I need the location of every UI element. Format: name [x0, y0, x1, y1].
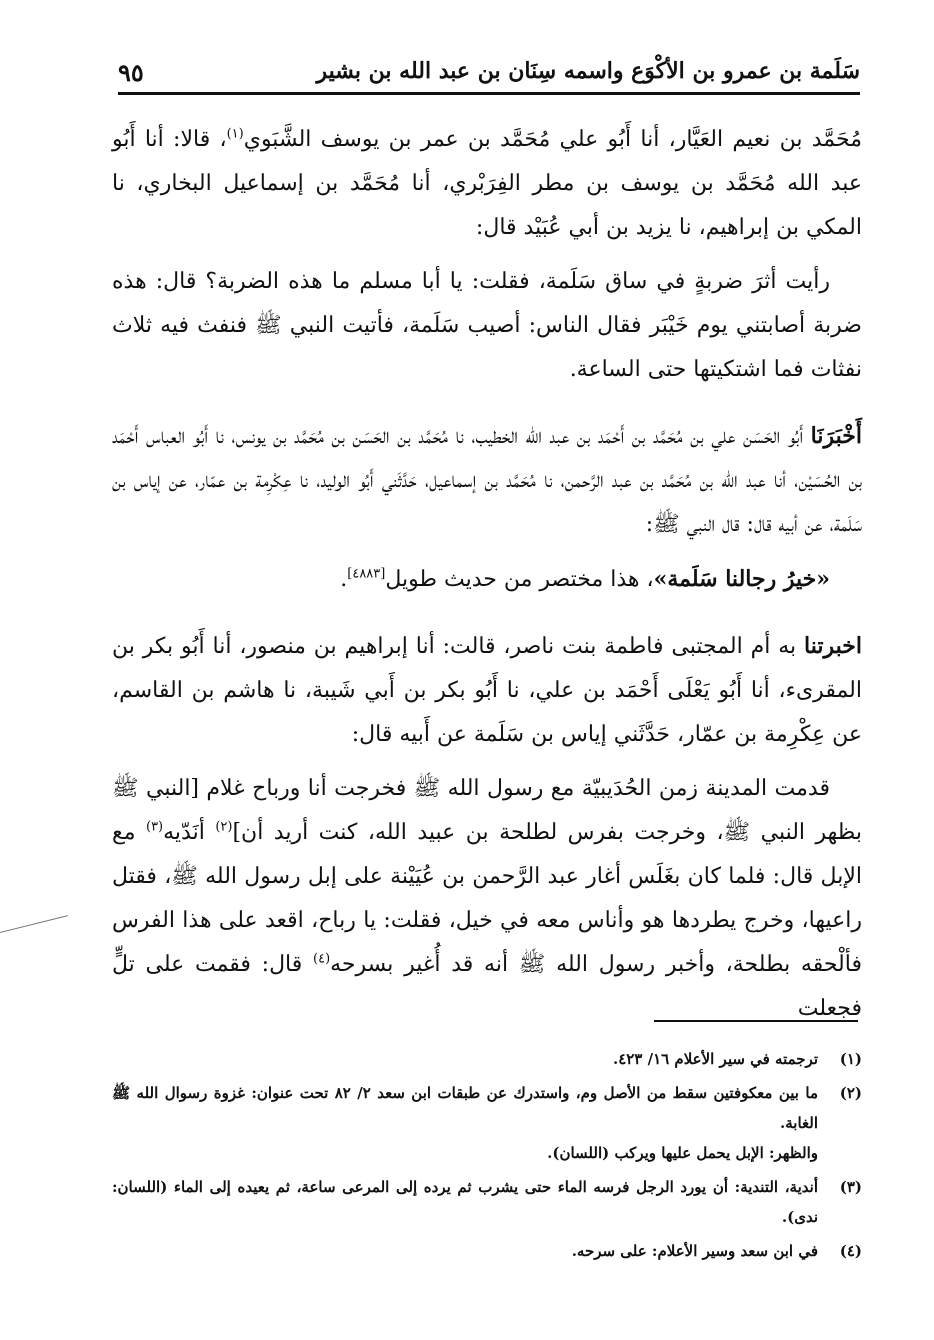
paragraph-text: أنَدّيه	[163, 820, 216, 845]
page-number: ٩٥	[118, 58, 144, 87]
lead-word: اخبرتنا	[804, 633, 862, 659]
footnote-text: ترجمته في سير الأعلام ١٦/ ٤٢٣.	[612, 1050, 818, 1068]
footnote-2	[112, 1078, 862, 1168]
paragraph-6	[112, 767, 862, 1031]
paragraph-text: رأيت أثرَ ضربةٍ في ساق سَلَمة، فقلت: يا أبا مسلم ما هذه الضربة؟ قال: هذه ضربة أصابتني يوم خَيْبَر فقال الناس: أصيب سَلَمة، فأتيت النبي ﷺ فنفث فيه ثلاث نفثات فما اشتكيتها حتى الساعة.	[112, 269, 862, 382]
paragraph-text: أَبُو الحَسَن علي بن مُحَمَّد بن أَحْمَد بن عبد الله الخطيب، نا مُحَمَّد بن الحَسَن بن مُحَمَّد بن يونس، نا أَبُو العباس أَحْمَد بن الحُسَيْن، أنا عبد الله بن مُحَمَّد بن عبد الرَّحمن، نا مُحَمَّد بن إسماعيل، حَدَّثَني أَبُو الوليد، نا عِكْرِمة بن عمّار، عن إياس بن سَلَمة، عن أبيه قال: قال النبي ﷺ:	[112, 424, 862, 537]
lead-word: أَخْبَرَنَا	[810, 423, 862, 449]
hadith-number: [٤٨٨٣]	[347, 566, 386, 582]
paragraph-text: مع الإبل قال: فلما كان بغَلَس أغار عبد الرَّحمن بن عُيَيْنة على إبل رسول الله ﷺ، فقتل راعيها، وخرج يطردها هو وأناس معه في خيل، فقلت: يا رباح، اقعد على هذا الفرس فألْحقه بطلحة، وأخبر رسول الله ﷺ أنه قد أُغير بسرحه	[112, 820, 862, 977]
paragraph-text: ، هذا مختصر من حديث طويل	[385, 567, 654, 592]
paragraph-text: مُحَمَّد بن نعيم العَيَّار، أنا أَبُو علي مُحَمَّد بن عمر بن يوسف الشَّبَوي	[243, 127, 862, 152]
footnote-text: في ابن سعد وسير الأعلام: على سرحه.	[571, 1242, 818, 1260]
footnote-3	[112, 1172, 862, 1232]
main-text	[112, 118, 862, 1041]
paragraph-text: به أم المجتبى فاطمة بنت ناصر، قالت: أنا إبراهيم بن منصور، أنا أَبُو بكر بن المقرىء، أنا أَبُو يَعْلَى أَحْمَد بن علي، نا أَبُو بكر بن أَبي شَيبة، نا هاشم بن القاسم، عن عِكْرِمة بن عمّار، حَدَّثَني إياس بن سَلَمة عن أَبيه قال:	[112, 634, 862, 747]
paragraph-4	[112, 557, 862, 602]
footnote-ref: (٤)	[313, 951, 331, 967]
running-header	[118, 58, 860, 95]
footnote-ref: (٣)	[145, 819, 164, 835]
footnote-number: (٢)	[839, 1084, 862, 1102]
footnote-separator	[654, 1020, 858, 1022]
footnote-number: (٤)	[839, 1242, 862, 1260]
paragraph-text: قدمت المدينة زمن الحُدَيبيّة مع رسول الله ﷺ فخرجت أنا ورباح غلام [النبي ﷺ بظهر النبي ﷺ، وخرجت بفرس لطلحة بن عبيد الله، كنت أريد أن]	[112, 776, 862, 845]
footnote-1	[112, 1044, 862, 1074]
footnote-number: (١)	[839, 1050, 862, 1068]
footnote-text: أندية، التندية: أن يورد الرجل فرسه الماء حتى يشرب ثم يرده إلى المرعى ساعة، ثم يعيده إلى الماء (اللسان: ندى).	[112, 1178, 818, 1226]
paragraph-5	[112, 624, 862, 757]
footnote-4	[112, 1236, 862, 1266]
footnote-ref: (١)	[226, 126, 244, 142]
paragraph-text: .	[340, 567, 348, 592]
paragraph-text: ، قالا: أنا أَبُو عبد الله مُحَمَّد بن يوسف بن مطر الفِرَبْري، أنا مُحَمَّد بن إسماعيل البخاري، نا المكي بن إبراهيم، نا يزيد بن أبي عُبَيْد قال:	[112, 127, 862, 240]
footnote-number: (٣)	[839, 1178, 862, 1196]
footnote-ref: (٢)	[215, 819, 233, 835]
running-title: سَلَمة بن عمرو بن الأكْوَع واسمه سِنَان بن عبد الله بن بشير	[316, 58, 860, 84]
hadith-quote: «خيرُ رجالنا سَلَمة»	[653, 566, 830, 592]
footnotes	[112, 1044, 862, 1270]
paragraph-2	[112, 260, 862, 392]
scan-mark	[0, 915, 68, 934]
paragraph-text: قال: فقمت على تلٍّ فجعلت	[112, 952, 862, 1021]
paragraph-3	[112, 414, 862, 547]
footnote-text: ما بين معكوفتين سقط من الأصل وم، واستدرك عن طبقات ابن سعد ٢/ ٨٢ تحت عنوان: غزوة رسوال الله ﷺ الغابة.	[112, 1084, 818, 1132]
footnote-text-continued: والظهر: الإبل يحمل عليها ويركب (اللسان).	[547, 1144, 818, 1162]
paragraph-1	[112, 118, 862, 250]
